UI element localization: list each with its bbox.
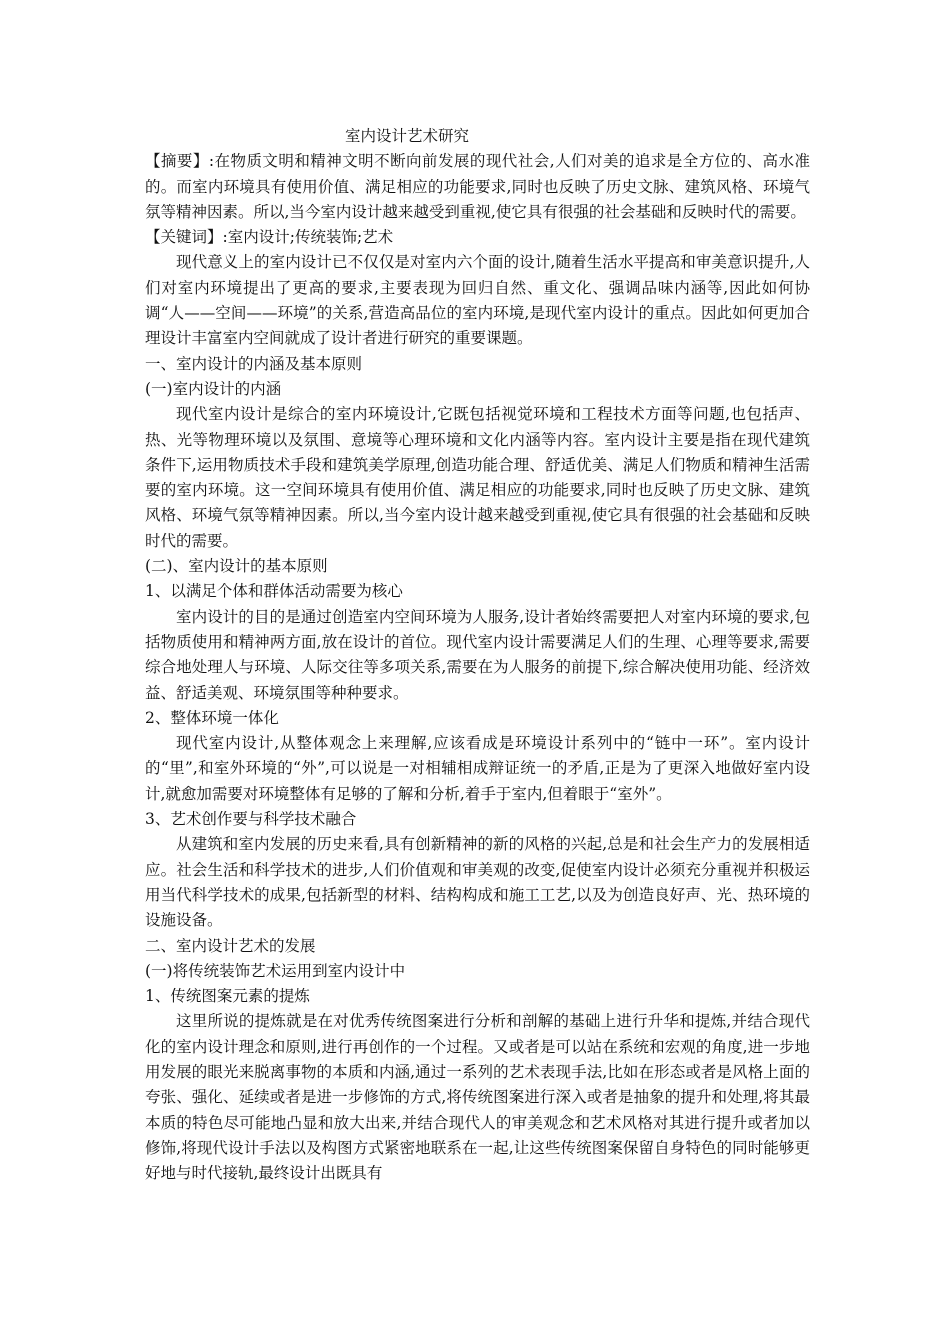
abstract-text: :在物质文明和精神文明不断向前发展的现代社会,人们对美的追求是全方位的、高水准的。而室内环境具有使用价值、满足相应的功能要求,同时也反映了历史文脉、建筑风格、环境气氛等精神因素。所以,当今室内设计越来越受到重视,使它具有很强的社会基础和反映时代的需要。 bbox=[145, 152, 810, 221]
intro-paragraph: 现代意义上的室内设计已不仅仅是对室内六个面的设计,随着生活水平提高和审美意识提升,人们对室内环境提出了更高的要求,主要表现为回归自然、重文化、强调品味内涵等,因此如何协调“人——空间——环境”的关系,营造高品位的室内环境,是现代室内设计的重点。因此如何更加合理设计丰富室内空间就成了设计者进行研究的重要课题。 bbox=[145, 253, 810, 348]
document-title: 室内设计艺术研究 bbox=[345, 127, 470, 145]
document-page bbox=[145, 124, 810, 1186]
section1-heading: 一、室内设计的内涵及基本原则 bbox=[145, 354, 363, 373]
section1-sub1-paragraph: 现代室内设计是综合的室内环境设计,它既包括视觉环境和工程技术方面等问题,也包括声、热、光等物理环境以及氛围、意境等心理环境和文化内涵等内容。室内设计主要是指在现代建筑条件下,运用物质技术手段和建筑美学原理,创造功能合理、舒适优美、满足人们物质和精神生活需要的室内环境。这一空间环境具有使用价值、满足相应的功能要求,同时也反映了历史文脉、建筑风格、环境气氛等精神因素。所以,当今室内设计越来越受到重视,使它具有很强的社会基础和反映时代的需要。 bbox=[145, 405, 810, 550]
principle1-paragraph: 室内设计的目的是通过创造室内空间环境为人服务,设计者始终需要把人对室内环境的要求,包括物质使用和精神两方面,放在设计的首位。现代室内设计需要满足人们的生理、心理等要求,需要综合地处理人与环境、人际交往等多项关系,需要在为人服务的前提下,综合解决使用功能、经济效益、舒适美观、环境氛围等种种要求。 bbox=[145, 607, 810, 702]
principle2-heading: 2、整体环境一体化 bbox=[145, 708, 279, 727]
principle3-paragraph: 从建筑和室内发展的历史来看,具有创新精神的新的风格的兴起,总是和社会生产力的发展相适应。社会生活和科学技术的进步,人们价值观和审美观的改变,促使室内设计必须充分重视并积极运用当代科学技术的成果,包括新型的材料、结构构成和施工工艺,以及为创造良好声、光、热环境的设施设备。 bbox=[145, 835, 810, 930]
principle3-heading: 3、艺术创作要与科学技术融合 bbox=[145, 810, 357, 829]
principle1-heading: 1、以满足个体和群体活动需要为核心 bbox=[145, 582, 403, 601]
pattern-refinement-heading: 1、传统图案元素的提炼 bbox=[145, 987, 310, 1006]
abstract-label: 【摘要】 bbox=[145, 152, 209, 171]
keywords-label: 【关键词】 bbox=[145, 228, 223, 247]
keywords-paragraph bbox=[145, 225, 810, 250]
section2-sub1-heading: (一)将传统装饰艺术运用到室内设计中 bbox=[145, 961, 406, 980]
principle2-paragraph: 现代室内设计,从整体观念上来理解,应该看成是环境设计系列中的“链中一环”。室内设计的“里”,和室外环境的“外”,可以说是一对相辅相成辩证统一的矛盾,正是为了更深入地做好室内设计,就愈加需要对环境整体有足够的了解和分析,着手于室内,但着眼于“室外”。 bbox=[145, 734, 810, 803]
pattern-refinement-paragraph: 这里所说的提炼就是在对优秀传统图案进行分析和剖解的基础上进行升华和提炼,并结合现代化的室内设计理念和原则,进行再创作的一个过程。又或者是可以站在系统和宏观的角度,进一步地用发展的眼光来脱离事物的本质和内涵,通过一系列的艺术表现手法,比如在形态或者是风格上面的夸张、强化、延续或者是进一步修饰的方式,将传统图案进行深入或者是抽象的提升和处理,将其最本质的特色尽可能地凸显和放大出来,并结合现代人的审美观念和艺术风格对其进行提升或者加以修饰,将现代设计手法以及构图方式紧密地联系在一起,让这些传统图案保留自身特色的同时能够更好地与时代接轨,最终设计出既具有 bbox=[145, 1012, 810, 1183]
abstract-paragraph bbox=[145, 149, 810, 225]
keywords-text: :室内设计;传统装饰;艺术 bbox=[222, 228, 394, 247]
section1-sub2-heading: (二)、室内设计的基本原则 bbox=[145, 557, 328, 576]
section1-sub1-heading: (一)室内设计的内涵 bbox=[145, 379, 282, 398]
section2-heading: 二、室内设计艺术的发展 bbox=[145, 936, 316, 955]
